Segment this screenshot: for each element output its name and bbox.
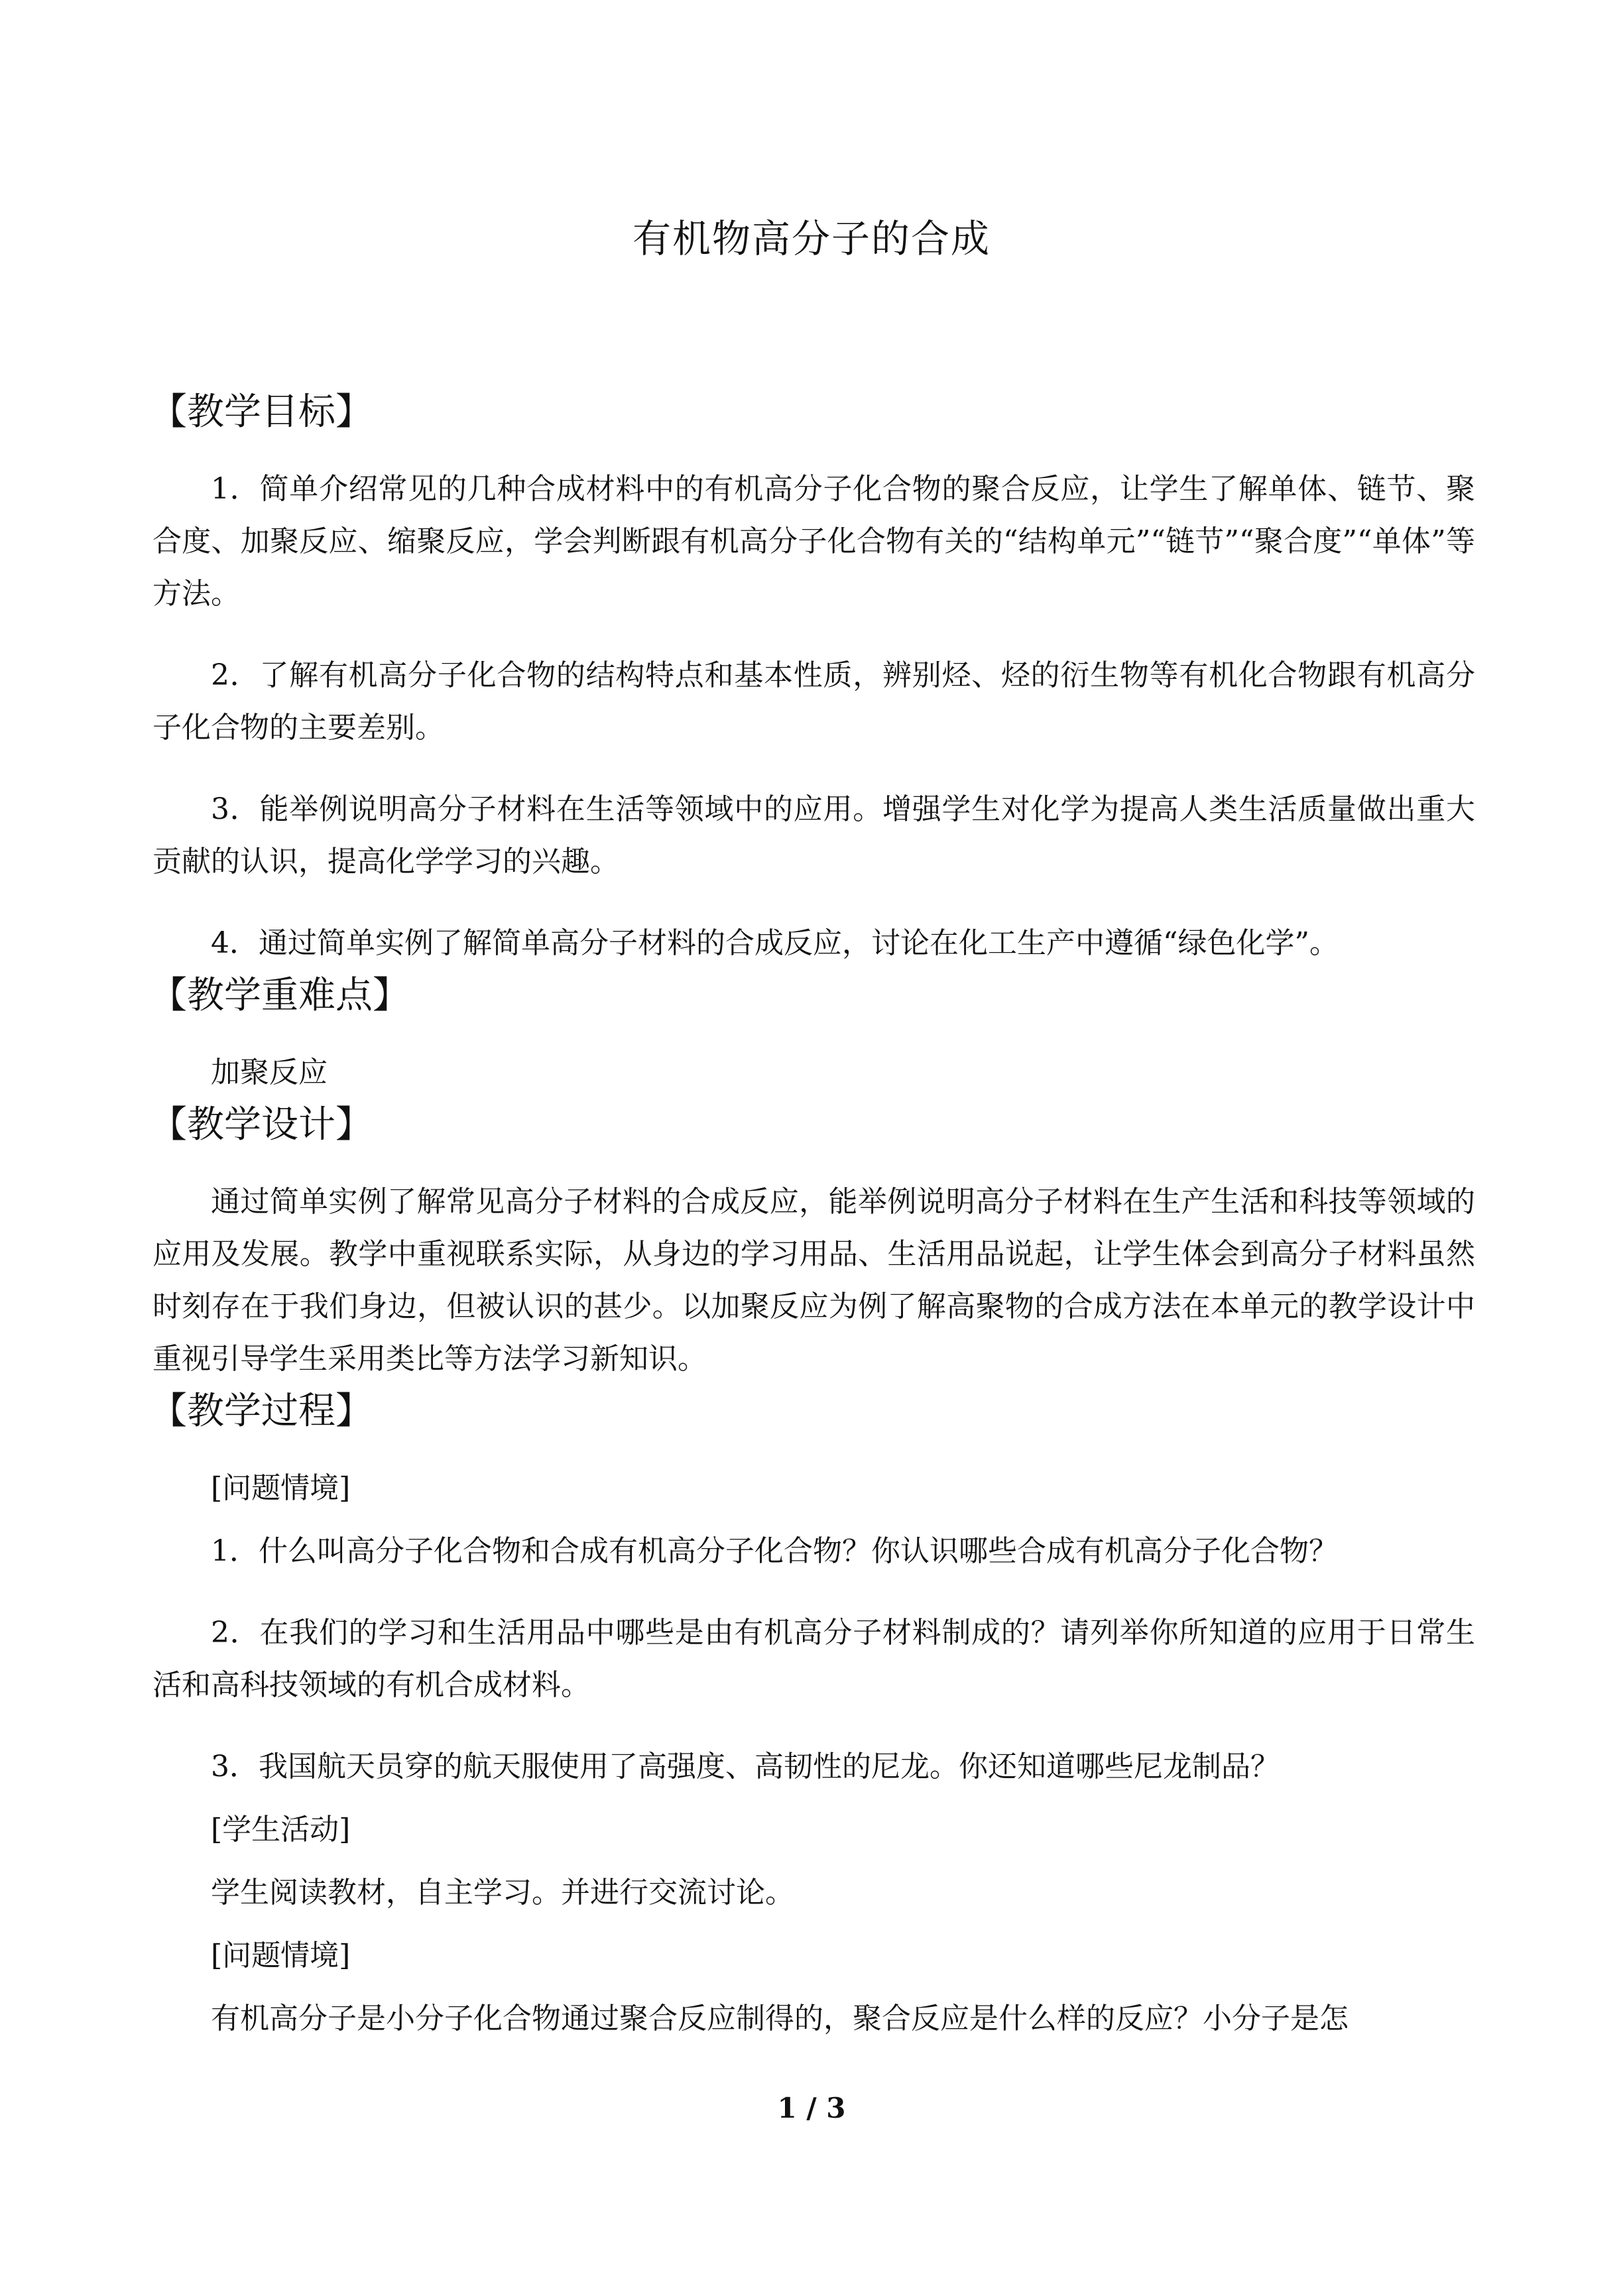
section-heading-key-points: 【教学重难点】 <box>150 974 410 1017</box>
section-heading-design: 【教学设计】 <box>150 1103 373 1146</box>
problem-label-2: [问题情境] <box>211 1939 351 1972</box>
section-heading-process: 【教学过程】 <box>150 1390 373 1433</box>
activity-label: [学生活动] <box>211 1813 351 1846</box>
activity-text: 学生阅读教材，自主学习。并进行交流讨论。 <box>211 1876 794 1909</box>
question-1: 1．什么叫高分子化合物和合成有机高分子化合物？你认识哪些合成有机高分子化合物？ <box>211 1534 1338 1568</box>
objective-item-3: 3．能举例说明高分子材料在生活等领域中的应用。增强学生对化学为提高人类生活质量做出重大贡献的认识，提高化学学习的兴趣。 <box>152 792 1475 878</box>
page-number: 1 / 3 <box>777 2092 846 2124</box>
objective-item-4: 4．通过简单实例了解简单高分子材料的合成反应，讨论在化工生产中遵循“绿色化学”。 <box>211 926 1339 960</box>
question-3: 3．我国航天员穿的航天服使用了高强度、高韧性的尼龙。你还知道哪些尼龙制品？ <box>211 1750 1280 1783</box>
problem-2-text: 有机高分子是小分子化合物通过聚合反应制得的，聚合反应是什么样的反应？小分子是怎 <box>211 2002 1349 2035</box>
key-points-text: 加聚反应 <box>211 1056 328 1089</box>
question-2: 2．在我们的学习和生活用品中哪些是由有机高分子材料制成的？请列举你所知道的应用于日常生活和高科技领域的有机合成材料。 <box>152 1616 1475 1702</box>
section-heading-objectives: 【教学目标】 <box>150 391 373 434</box>
page-title: 有机物高分子的合成 <box>632 216 991 261</box>
design-text: 通过简单实例了解常见高分子材料的合成反应，能举例说明高分子材料在生产生活和科技等领域的应用及发展。教学中重视联系实际，从身边的学习用品、生活用品说起，让学生体会到高分子材料虽然时刻存在于我们身边，但被认识的甚少。以加聚反应为例了解高聚物的合成方法在本单元的教学设计中重视引导学生采用类比等方法学习新知识。 <box>152 1185 1475 1376</box>
objective-item-1: 1．简单介绍常见的几种合成材料中的有机高分子化合物的聚合反应，让学生了解单体、链节、聚合度、加聚反应、缩聚反应，学会判断跟有机高分子化合物有关的“结构单元”“链节”“聚合度”“单体”等方法。 <box>152 472 1475 611</box>
document-body <box>152 386 1475 2055</box>
problem-label-1: [问题情境] <box>211 1471 351 1505</box>
objective-item-2: 2．了解有机高分子化合物的结构特点和基本性质，辨别烃、烃的衍生物等有机化合物跟有机高分子化合物的主要差别。 <box>152 658 1475 745</box>
